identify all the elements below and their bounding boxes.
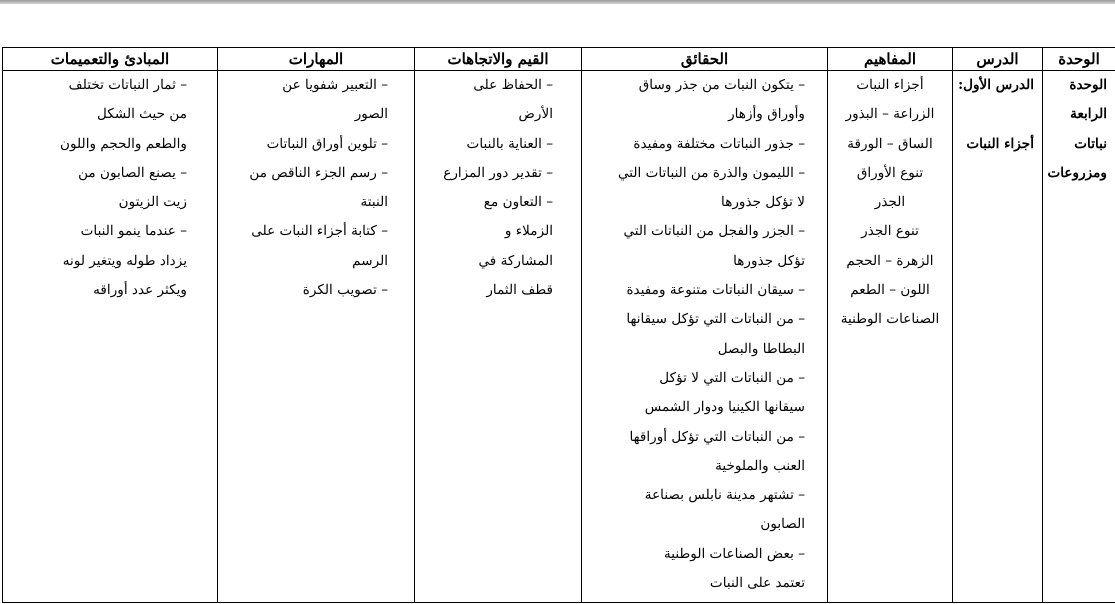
fact-line: – من النباتات التي تؤكل سيقانها	[626, 311, 805, 328]
skill-line: النبتة	[360, 194, 388, 211]
fact-line: العنب والملوخية	[715, 457, 805, 474]
value-line: – التعاون مع	[483, 194, 553, 211]
fact-line: – الجزر والفجل من النباتات التي	[623, 223, 805, 240]
value-line: قطف الثمار	[486, 282, 553, 299]
fact-line: تؤكل جذورها	[733, 252, 805, 269]
header-unit: الوحدة	[1043, 48, 1115, 71]
lesson-line	[953, 100, 1042, 129]
principle-line: – يصنع الصابون من	[78, 164, 187, 181]
fact-line: – جذور النباتات مختلفة ومفيدة	[633, 135, 805, 152]
value-line: الزملاء و	[504, 223, 553, 240]
principle-line: زيت الزيتون	[118, 194, 187, 211]
facts-cell	[582, 71, 828, 603]
principle-line: ويكثر عدد أوراقه	[93, 282, 187, 299]
skill-line: الصور	[354, 106, 388, 123]
fact-line: – من النباتات التي تؤكل أوراقها	[629, 428, 805, 445]
skill-line: – التعبير شفويا عن	[282, 77, 388, 93]
principle-line: والطعم والحجم واللون	[60, 135, 187, 152]
value-line: – الحفاظ على	[473, 77, 553, 93]
concept-item: تنوع الجذر	[861, 223, 919, 240]
fact-line: تعتمد على النبات	[709, 575, 805, 592]
header-skills: المهارات	[218, 48, 415, 71]
fact-line: الصابون	[760, 516, 805, 533]
fact-line: – بعض الصناعات الوطنية	[663, 545, 805, 562]
fact-line: سيقانها الكينيا ودوار الشمس	[644, 399, 805, 416]
principle-line: يزداد طوله ويتغير لونه	[62, 252, 187, 269]
concept-item: أجزاء النبات	[856, 77, 924, 93]
header-facts: الحقائق	[582, 48, 828, 71]
concept-item: الساق – الورقة	[847, 135, 933, 152]
header-concepts: المفاهيم	[828, 48, 953, 71]
fact-line: وأوراق وأزهار	[728, 106, 805, 123]
skill-line: – تصويب الكرة	[302, 282, 388, 299]
skill-line: الرسم	[352, 252, 388, 269]
fact-line: – يتكون النبات من جذر وساق	[638, 77, 805, 93]
values-cell	[415, 71, 582, 603]
content-row	[3, 71, 1115, 603]
fact-line: البطاطا والبصل	[717, 340, 805, 357]
top-divider	[0, 0, 1115, 4]
header-principles: المبادئ والتعميمات	[3, 48, 218, 71]
header-values: القيم والاتجاهات	[415, 48, 582, 71]
value-line: المشاركة في	[478, 252, 553, 269]
curriculum-table	[2, 47, 1115, 603]
lesson-line: أجزاء النبات	[966, 135, 1034, 152]
fact-line: – تشتهر مدينة نابلس بصناعة	[644, 487, 805, 504]
fact-line: لا تؤكل جذورها	[721, 194, 805, 211]
lesson-cell	[953, 71, 1043, 603]
skill-line: – رسم الجزء الناقص من	[249, 164, 388, 181]
unit-line: ومزروعات	[1047, 164, 1107, 181]
principle-line: – ثمار النباتات تختلف	[68, 77, 187, 93]
concept-item: الزراعة – البذور	[845, 106, 935, 123]
value-line: الأرض	[518, 106, 553, 123]
lesson-line: الدرس الأول:	[958, 77, 1034, 93]
skill-line: – تلوين أوراق النباتات	[266, 135, 388, 152]
concept-item: اللون – الطعم	[850, 282, 930, 299]
unit-line: الرابعة	[1070, 106, 1107, 123]
concepts-cell	[828, 71, 953, 603]
unit-line: نباتات	[1074, 135, 1107, 152]
principles-cell	[3, 71, 218, 603]
header-lesson: الدرس	[953, 48, 1043, 71]
skill-line: – كتابة أجزاء النبات على	[251, 223, 388, 240]
fact-line: – من النباتات التي لا تؤكل	[659, 369, 805, 386]
value-line: – تقدير دور المزارع	[443, 164, 553, 181]
skills-cell	[218, 71, 415, 603]
concept-item: تنوع الأوراق	[856, 164, 924, 181]
value-line: – العناية بالنبات	[466, 135, 553, 152]
unit-line: الوحدة	[1069, 77, 1107, 93]
concept-item: الجذر	[874, 194, 906, 211]
concept-item: الصناعات الوطنية	[840, 311, 940, 328]
principle-line: من حيث الشكل	[97, 106, 187, 123]
concept-item: الزهرة – الحجم	[846, 252, 934, 269]
header-row	[3, 48, 1115, 71]
fact-line: – الليمون والذرة من النباتات التي	[617, 164, 805, 181]
fact-line: – سيقان النباتات متنوعة ومفيدة	[626, 282, 805, 299]
principle-line: – عندما ينمو النبات	[80, 223, 187, 240]
unit-cell	[1043, 71, 1115, 603]
